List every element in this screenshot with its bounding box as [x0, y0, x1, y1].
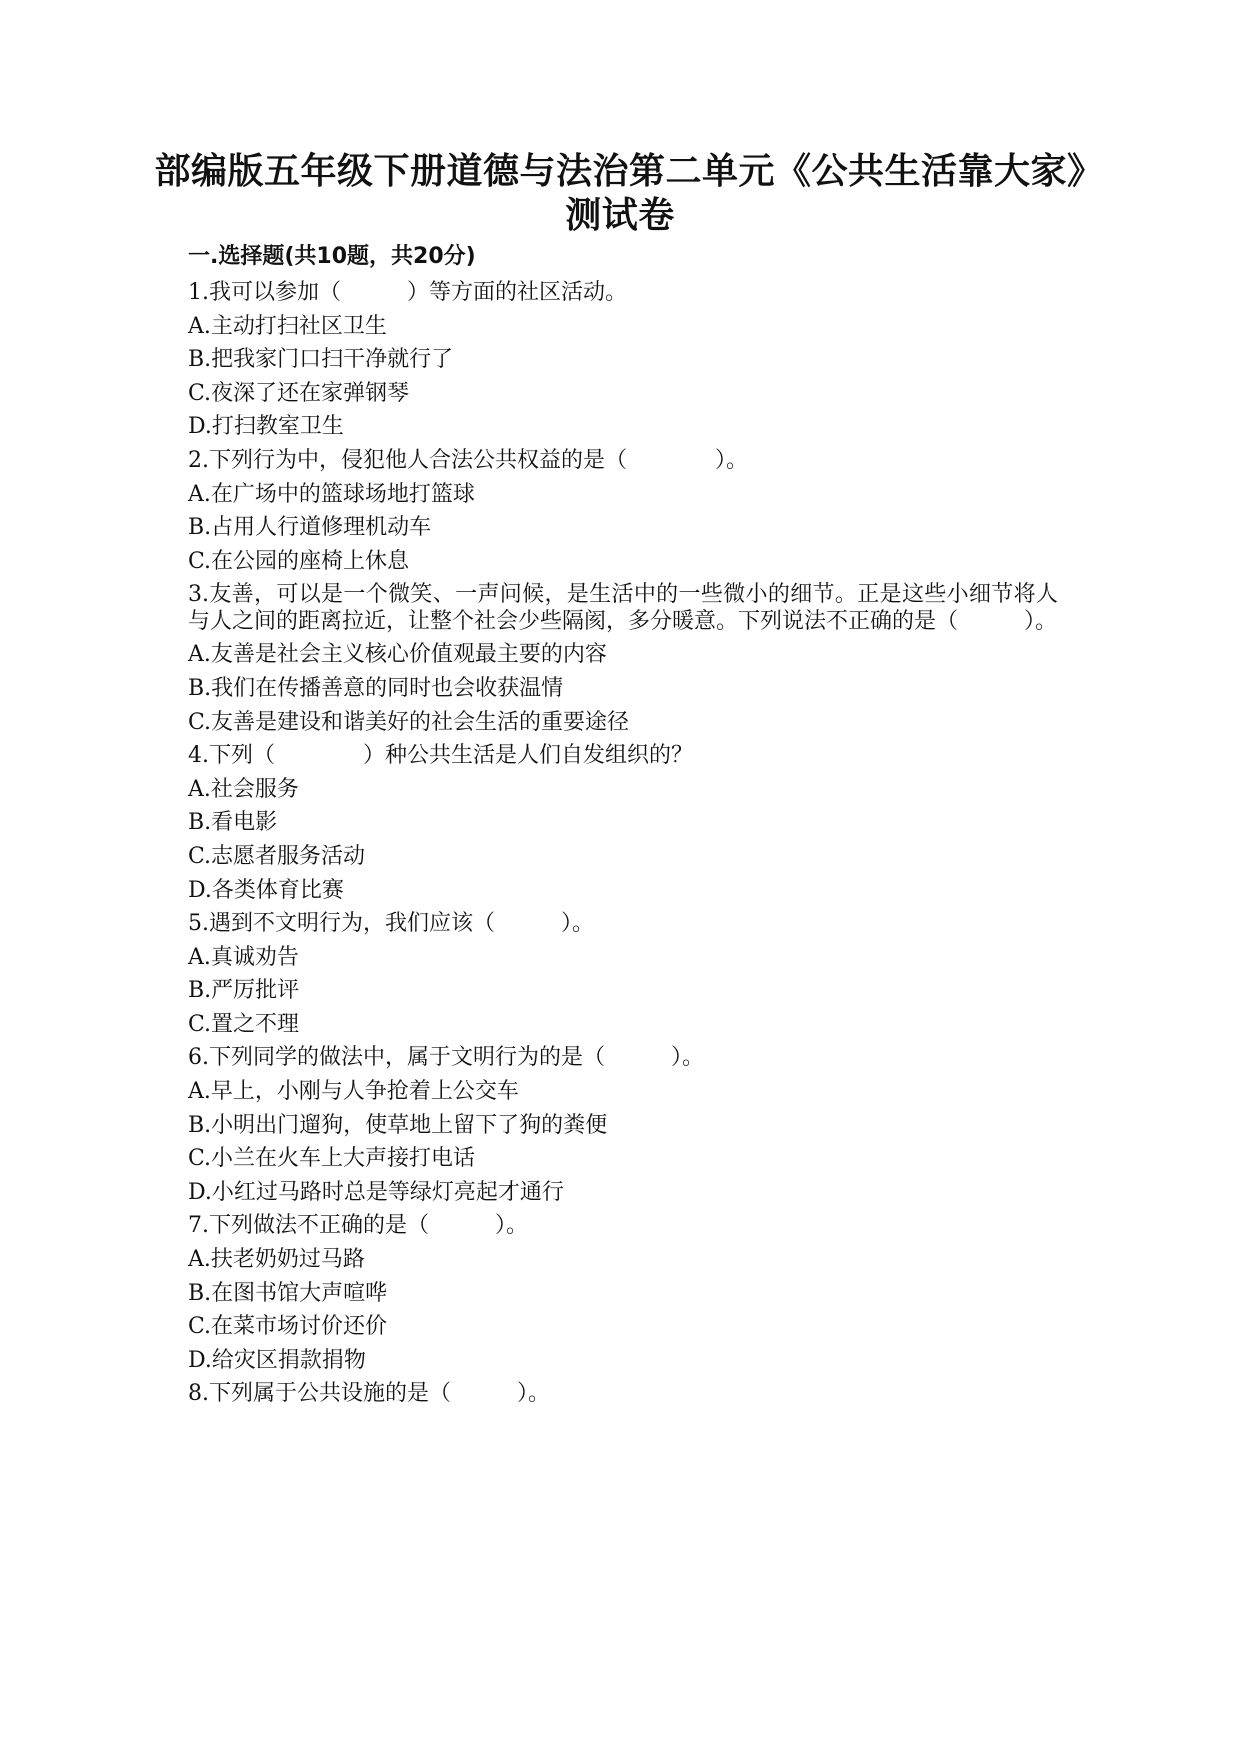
question-stem: 4.下列（ ）种公共生活是人们自发组织的？	[188, 743, 693, 769]
answer-option: C.夜深了还在家弹钢琴	[188, 380, 410, 406]
answer-option: B.看电影	[188, 810, 278, 836]
answer-option: A.主动打扫社区卫生	[188, 313, 387, 339]
answer-option: C.小兰在火车上大声接打电话	[188, 1146, 476, 1172]
page-title: 部编版五年级下册道德与法治第二单元《公共生活靠大家》测试卷	[154, 151, 1086, 236]
question-list	[188, 276, 1058, 1411]
answer-option: A.在广场中的篮球场地打篮球	[188, 481, 475, 507]
question-block	[188, 578, 1058, 739]
answer-option: B.我们在传播善意的同时也会收获温情	[188, 675, 564, 701]
answer-option: C.志愿者服务活动	[188, 843, 366, 869]
question-stem: 5.遇到不文明行为，我们应该（ ）。	[188, 911, 594, 937]
answer-option: D.给灾区捐款捐物	[188, 1347, 366, 1373]
question-block	[188, 907, 1058, 1041]
question-block	[188, 739, 1058, 907]
answer-option: A.友善是社会主义核心价值观最主要的内容	[188, 642, 607, 668]
answer-option: B.严厉批评	[188, 978, 300, 1004]
question-block	[188, 1377, 1058, 1411]
question-block	[188, 1041, 1058, 1209]
answer-option: B.占用人行道修理机动车	[188, 515, 432, 541]
answer-option: C.在公园的座椅上休息	[188, 548, 410, 574]
question-stem: 6.下列同学的做法中，属于文明行为的是（ ）。	[188, 1045, 704, 1071]
question-stem: 2.下列行为中，侵犯他人合法公共权益的是（ ）。	[188, 447, 748, 473]
question-stem: 7.下列做法不正确的是（ ）。	[188, 1213, 528, 1239]
answer-option: B.在图书馆大声喧哗	[188, 1280, 388, 1306]
answer-option: C.友善是建设和谐美好的社会生活的重要途径	[188, 709, 630, 735]
answer-option: A.早上，小刚与人争抢着上公交车	[188, 1079, 519, 1105]
answer-option: D.小红过马路时总是等绿灯亮起才通行	[188, 1179, 564, 1205]
question-stem: 8.下列属于公共设施的是（ ）。	[188, 1381, 550, 1407]
question-block	[188, 276, 1058, 444]
answer-option: D.打扫教室卫生	[188, 414, 344, 440]
answer-option: A.扶老奶奶过马路	[188, 1247, 365, 1273]
question-block	[188, 444, 1058, 578]
answer-option: A.社会服务	[188, 776, 299, 802]
answer-option: C.在菜市场讨价还价	[188, 1314, 388, 1340]
question-stem: 3.友善，可以是一个微笑、一声问候，是生活中的一些微小的细节。正是这些小细节将人与人之间的距离拉近，让整个社会少些隔阂，多分暖意。下列说法不正确的是（ ）。	[188, 582, 1058, 635]
answer-option: A.真诚劝告	[188, 944, 299, 970]
question-stem: 1.我可以参加（ ）等方面的社区活动。	[188, 280, 627, 305]
answer-option: B.把我家门口扫干净就行了	[188, 347, 454, 373]
section-heading: 一.选择题(共10题，共20分)	[188, 244, 476, 269]
answer-option: D.各类体育比赛	[188, 877, 344, 903]
answer-option: B.小明出门遛狗，使草地上留下了狗的粪便	[188, 1112, 608, 1138]
answer-option: C.置之不理	[188, 1011, 300, 1037]
question-block	[188, 1209, 1058, 1377]
